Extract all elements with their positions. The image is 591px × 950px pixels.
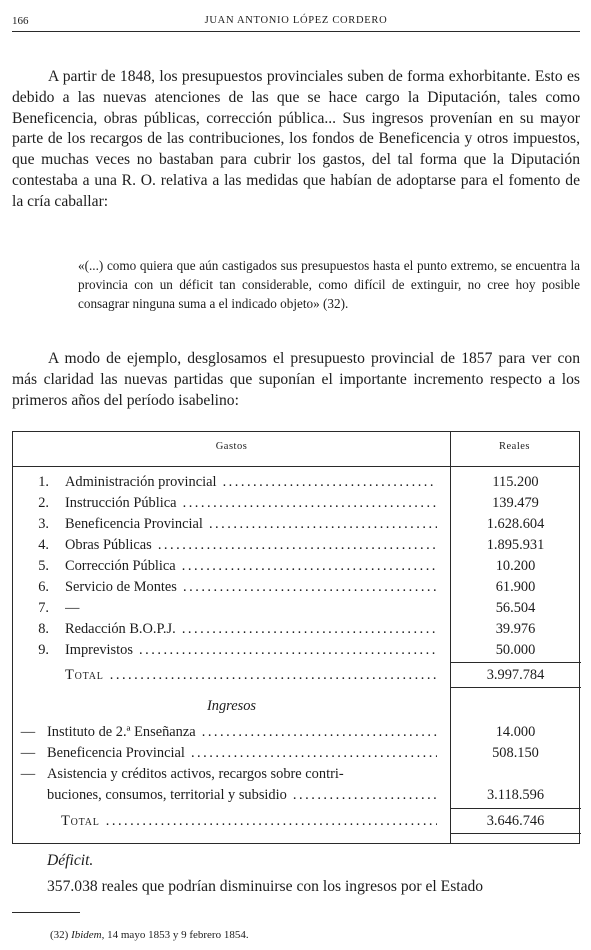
page-number: 166 bbox=[12, 15, 29, 27]
gastos-total-amount: 3.997.784 bbox=[486, 667, 545, 683]
row-label: Administración provincial ..... bbox=[65, 472, 437, 492]
row-label: Corrección Pública ..... bbox=[65, 556, 437, 576]
column-header-gastos: Gastos bbox=[215, 441, 248, 452]
column-header-reales: Reales bbox=[499, 441, 530, 452]
deficit-title: Déficit. bbox=[47, 852, 94, 869]
row-label: Servicio de Montes ..... bbox=[65, 577, 437, 597]
footnote-source: Ibidem, bbox=[71, 929, 105, 941]
row-dash: — bbox=[20, 724, 36, 740]
table-row bbox=[13, 743, 581, 763]
table-row bbox=[13, 556, 581, 576]
row-label: Beneficencia Provincial ..... bbox=[65, 514, 437, 534]
budget-table bbox=[12, 431, 580, 844]
row-number: 6. bbox=[38, 579, 49, 595]
row-amount: 14.000 bbox=[495, 724, 536, 740]
row-number: 4. bbox=[38, 537, 49, 553]
row-number: 1. bbox=[38, 474, 49, 490]
table-row bbox=[13, 764, 581, 784]
row-label: Beneficencia Provincial ..... bbox=[47, 743, 437, 763]
table-row-continued bbox=[13, 785, 581, 805]
row-amount: 1.628.604 bbox=[486, 516, 545, 532]
row-number: 3. bbox=[38, 516, 49, 532]
table-row bbox=[13, 493, 581, 513]
ingresos-title: Ingresos bbox=[206, 698, 257, 714]
row-label: Asistencia y créditos activos, recargos sobre contri- bbox=[47, 766, 344, 782]
row-amount: 10.200 bbox=[495, 558, 536, 574]
row-number: 9. bbox=[38, 642, 49, 658]
row-number: 2. bbox=[38, 495, 49, 511]
table-row bbox=[13, 577, 581, 597]
row-amount: 139.479 bbox=[492, 495, 539, 511]
ingresos-total-label: Total ..... bbox=[61, 811, 437, 831]
ingresos-total-row bbox=[13, 811, 581, 831]
ingresos-total-amount: 3.646.746 bbox=[486, 813, 545, 829]
row-label: — bbox=[65, 600, 80, 616]
row-amount: 3.118.596 bbox=[486, 787, 545, 803]
gastos-total-label: Total ..... bbox=[65, 665, 437, 685]
paragraph-1: A partir de 1848, los presupuestos provinciales suben de forma exhorbitante. Esto es debido a las nuevas atenciones de las que se hace cargo la Diputación, tales como Beneficencia, obras públicas, corrección pública... Sus ingresos provenían en su mayor parte de los recargos de las contribuciones, los fondos de Beneficencia y otros impuestos, que muchas veces no bastaban para cubrir los gastos, del tal forma que la Diputación contestaba a una R. O. relativa a las medidas que habían de adoptarse para el fomento de la cría caballar: bbox=[12, 68, 580, 210]
row-dash: — bbox=[20, 745, 36, 761]
footnote bbox=[50, 929, 249, 941]
footnote-rule bbox=[12, 912, 80, 913]
row-number: 8. bbox=[38, 621, 49, 637]
row-dash: — bbox=[20, 766, 36, 782]
row-amount: 508.150 bbox=[492, 745, 539, 761]
table-row bbox=[13, 514, 581, 534]
paragraph-2: A modo de ejemplo, desglosamos el presupuesto provincial de 1857 para ver con más claridad las nuevas partidas que suponían el importante incremento respecto a los primeros años del período isabelino: bbox=[12, 350, 580, 409]
footnote-dates: 14 mayo 1853 y 9 febrero 1854. bbox=[107, 929, 249, 941]
table-row bbox=[13, 722, 581, 742]
row-amount: 61.900 bbox=[495, 579, 536, 595]
table-row bbox=[13, 598, 581, 618]
row-number: 5. bbox=[38, 558, 49, 574]
row-amount: 56.504 bbox=[495, 600, 536, 616]
row-amount: 115.200 bbox=[492, 474, 539, 490]
row-label: Instituto de 2.ª Enseñanza ..... bbox=[47, 722, 437, 742]
gastos-total-row bbox=[13, 665, 581, 685]
header-divider bbox=[13, 466, 579, 467]
page-header bbox=[12, 14, 580, 32]
row-label-continued: buciones, consumos, territorial y subsidio ..... bbox=[47, 785, 437, 805]
table-row bbox=[13, 640, 581, 660]
row-number: 7. bbox=[38, 600, 49, 616]
table-row bbox=[13, 535, 581, 555]
row-amount: 39.976 bbox=[495, 621, 536, 637]
table-row bbox=[13, 619, 581, 639]
row-label: Redacción B.O.P.J. ..... bbox=[65, 619, 437, 639]
block-quote: «(...) como quiera que aún castigados sus presupuestos hasta el punto extremo, se encuentra la provincia con un déficit tan considerable, como difícil de extinguir, no cree hoy posible consagrar ninguna suma a el indicado objeto» (32). bbox=[78, 258, 580, 312]
row-label: Obras Públicas ..... bbox=[65, 535, 437, 555]
running-head: JUAN ANTONIO LÓPEZ CORDERO bbox=[204, 15, 388, 26]
row-amount: 50.000 bbox=[495, 642, 536, 658]
row-amount: 1.895.931 bbox=[486, 537, 545, 553]
footnote-number: (32) bbox=[50, 929, 69, 941]
row-label: Imprevistos ..... bbox=[65, 640, 437, 660]
row-label: Instrucción Pública ..... bbox=[65, 493, 437, 513]
table-row bbox=[13, 472, 581, 492]
deficit-text: 357.038 reales que podrían disminuirse con los ingresos por el Estado bbox=[47, 878, 484, 895]
